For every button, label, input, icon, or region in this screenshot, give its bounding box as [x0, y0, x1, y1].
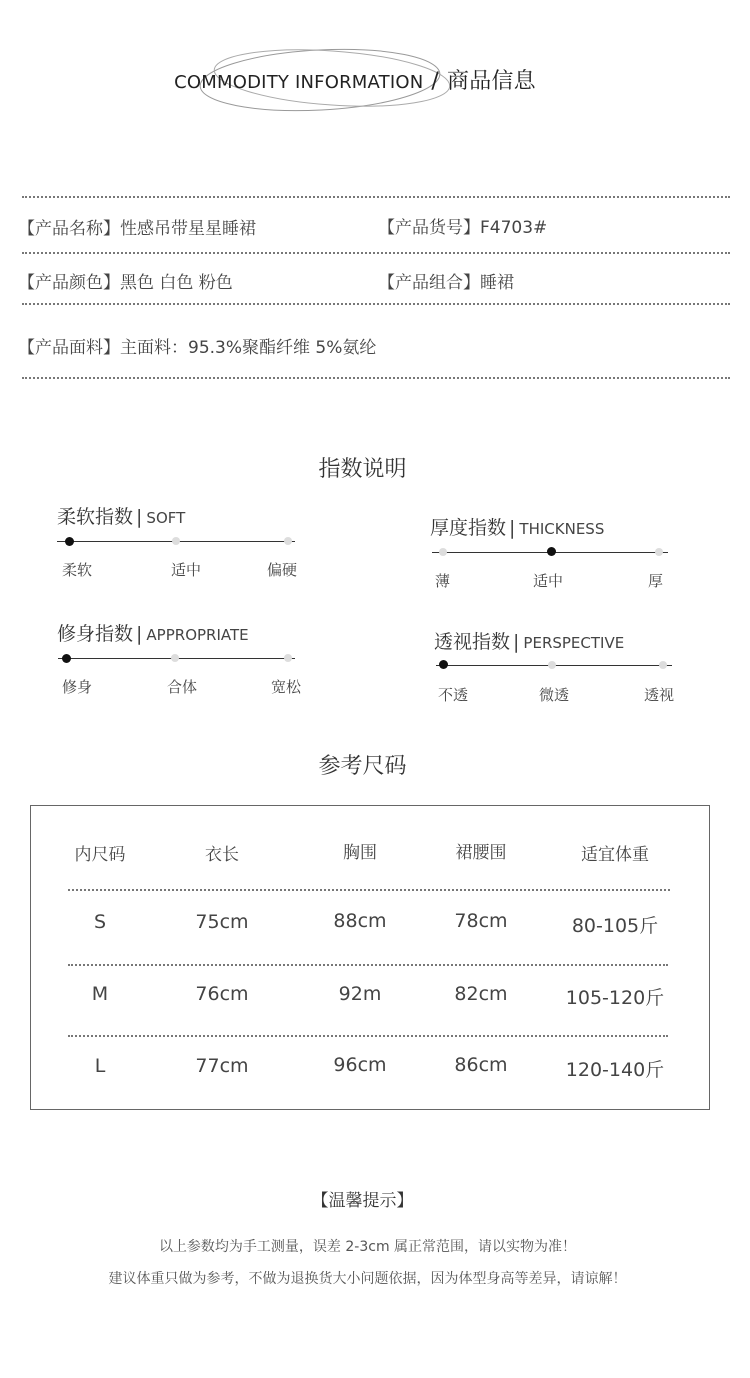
soft-dot-1 — [65, 537, 74, 546]
heading-separator: | — [509, 517, 516, 539]
perspective-dot-1 — [439, 660, 448, 669]
table-header: 胸围 — [343, 843, 377, 863]
thickness-index-heading — [430, 513, 604, 540]
table-header: 衣长 — [205, 845, 239, 865]
table-cell: L — [94, 1055, 106, 1077]
perspective-dot-2 — [548, 661, 556, 669]
perspective-index-heading — [434, 627, 624, 654]
fit-index-en: APPROPRIATE — [146, 626, 249, 644]
perspective-label-3: 透视 — [644, 686, 675, 704]
table-cell: S — [93, 911, 107, 933]
thickness-dot-2 — [547, 547, 556, 556]
fit-label-1: 修身 — [62, 678, 93, 696]
table-cell: 88cm — [333, 910, 387, 932]
fit-index-heading — [57, 619, 249, 646]
scale-tick — [57, 541, 62, 542]
divider — [22, 303, 730, 305]
perspective-index-name: 透视指数 — [434, 631, 511, 653]
soft-label-2: 适中 — [171, 561, 202, 579]
product-fabric: 【产品面料】主面料：95.3%聚酯纤维 5%氨纶 — [18, 338, 377, 358]
soft-dot-2 — [172, 537, 180, 545]
tip-line-2: 建议体重只做为参考，不做为退换货大小问题依据，因为体型身高等差异，请谅解！ — [108, 1271, 627, 1287]
perspective-dot-3 — [659, 661, 667, 669]
size-section-title: 参考尺码 — [318, 754, 407, 779]
table-cell: 75cm — [195, 911, 249, 933]
table-cell: 78cm — [454, 910, 508, 932]
soft-dot-3 — [284, 537, 292, 545]
soft-index-en: SOFT — [146, 509, 186, 527]
soft-index-heading — [57, 502, 185, 529]
row-divider — [68, 1035, 668, 1037]
heading-separator: | — [136, 506, 143, 528]
thickness-label-3: 厚 — [648, 572, 664, 590]
fit-label-3: 宽松 — [271, 678, 302, 696]
fit-dot-3 — [284, 654, 292, 662]
table-cell: 105-120斤 — [565, 987, 665, 1009]
thickness-index-en: THICKNESS — [519, 520, 605, 538]
product-color: 【产品颜色】黑色 白色 粉色 — [18, 273, 233, 293]
table-cell: 76cm — [195, 983, 249, 1005]
title-separator: / — [431, 69, 440, 94]
fit-dot-2 — [171, 654, 179, 662]
table-header: 适宜体重 — [581, 845, 649, 865]
product-name: 【产品名称】性感吊带星星睡裙 — [18, 219, 256, 239]
thickness-index-name: 厚度指数 — [430, 517, 507, 539]
thickness-dot-3 — [655, 548, 663, 556]
divider — [22, 377, 730, 379]
page-title-cn: 商品信息 — [447, 69, 536, 94]
tip-title: 【温馨提示】 — [311, 1191, 414, 1211]
thickness-label-1: 薄 — [435, 572, 451, 590]
row-divider — [68, 964, 668, 966]
fit-dot-1 — [62, 654, 71, 663]
heading-separator: | — [513, 631, 520, 653]
table-cell: M — [91, 983, 109, 1005]
table-cell: 92m — [338, 983, 382, 1005]
table-cell: 77cm — [195, 1055, 249, 1077]
heading-separator: | — [136, 623, 143, 645]
soft-label-1: 柔软 — [62, 561, 93, 579]
thickness-dot-1 — [439, 548, 447, 556]
product-combo: 【产品组合】睡裙 — [378, 273, 514, 293]
perspective-index-en: PERSPECTIVE — [523, 634, 625, 652]
divider — [22, 196, 730, 198]
perspective-label-1: 不透 — [438, 686, 469, 704]
perspective-label-2: 微透 — [539, 686, 570, 704]
fit-label-2: 合体 — [167, 678, 198, 696]
soft-index-name: 柔软指数 — [57, 506, 134, 528]
tip-line-1: 以上参数均为手工测量，误差 2-3cm 属正常范围，请以实物为准！ — [158, 1239, 577, 1255]
table-cell: 80-105斤 — [571, 915, 659, 937]
page-title-en: COMMODITY INFORMATION — [174, 72, 424, 93]
table-cell: 120-140斤 — [565, 1059, 665, 1081]
page-title — [0, 64, 710, 95]
fit-index-name: 修身指数 — [57, 623, 134, 645]
row-divider — [68, 889, 670, 891]
table-cell: 82cm — [454, 983, 508, 1005]
thickness-label-2: 适中 — [533, 572, 564, 590]
table-cell: 96cm — [333, 1054, 387, 1076]
divider — [22, 252, 730, 254]
product-sku: 【产品货号】F4703# — [378, 218, 548, 238]
table-header: 裙腰围 — [455, 843, 507, 863]
index-section-title: 指数说明 — [318, 457, 407, 482]
table-cell: 86cm — [454, 1054, 508, 1076]
table-header: 内尺码 — [74, 845, 126, 865]
soft-label-3: 偏硬 — [267, 561, 298, 579]
